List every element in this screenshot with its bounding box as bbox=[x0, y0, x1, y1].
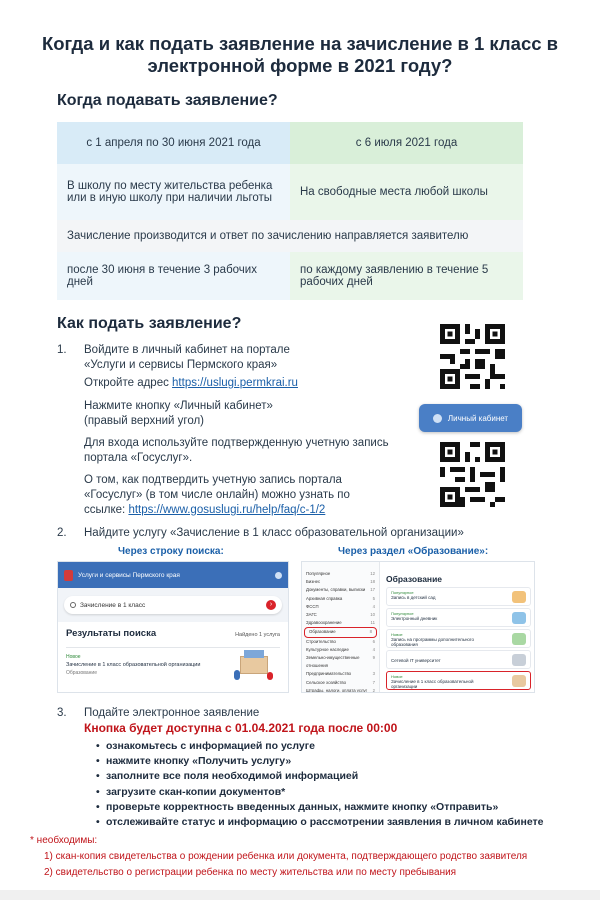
step1-number: 1. bbox=[57, 344, 67, 356]
illustration-icon bbox=[512, 633, 526, 645]
open-prefix: Откройте адрес bbox=[84, 377, 173, 389]
gosuslugi-link[interactable]: https://www.gosuslugi.ru/help/faq/c-1/2 bbox=[128, 504, 326, 516]
results-title: Результаты поиска bbox=[66, 628, 157, 639]
row3-col1: после 30 июня в течение 3 рабочих дней bbox=[57, 252, 290, 300]
illustration-icon bbox=[512, 591, 526, 603]
footnote-head: * необходимы: bbox=[30, 835, 98, 846]
category-menu-item[interactable] bbox=[302, 578, 379, 586]
card-tag: Популярное bbox=[391, 611, 414, 616]
table-full-row: Зачисление производится и ответ по зачислению направляется заявителю bbox=[57, 220, 523, 252]
menu-count: 17 bbox=[370, 587, 375, 593]
user-icon bbox=[433, 414, 442, 423]
service-cards bbox=[386, 587, 531, 692]
card-text: Зачисление в 1 класс образовательной организации bbox=[391, 679, 474, 689]
menu-label: Популярное bbox=[306, 571, 331, 576]
search-icon bbox=[70, 602, 76, 608]
step1-open bbox=[84, 376, 384, 391]
category-menu-item[interactable] bbox=[302, 670, 379, 678]
card-text: Запись на программы дополнительного образования bbox=[391, 637, 474, 647]
menu-count: 7 bbox=[372, 679, 375, 685]
portal-link[interactable]: https://uslugi.permkrai.ru bbox=[172, 377, 298, 389]
step3-number: 3. bbox=[57, 707, 67, 719]
menu-count: 4 bbox=[372, 646, 375, 652]
arrow-right-icon[interactable]: › bbox=[266, 600, 276, 610]
card-text: Запись в детский сад bbox=[391, 595, 436, 600]
category-menu-item[interactable] bbox=[302, 586, 379, 594]
menu-count: 2 bbox=[372, 687, 375, 693]
category-menu-item[interactable] bbox=[302, 595, 379, 603]
list-item: • загрузите скан-копии документов* bbox=[96, 785, 544, 800]
category-menu-item[interactable] bbox=[302, 687, 379, 693]
category-menu-item[interactable] bbox=[304, 627, 377, 637]
menu-count: 8 bbox=[369, 629, 372, 635]
menu-label: Культурное наследие bbox=[306, 646, 349, 652]
menu-label: Документы, справки, выписки bbox=[306, 587, 366, 593]
card-tag: Популярное bbox=[391, 590, 414, 595]
footnote-item-2: 2) свидетельство о регистрации ребенка по месту жительства или по месту пребывания bbox=[44, 867, 457, 878]
menu-label: Земельно-имущественные отношения bbox=[306, 655, 360, 669]
menu-label: Сельское хозяйство bbox=[306, 679, 347, 685]
personal-cabinet-button[interactable] bbox=[419, 404, 522, 432]
section-how-heading: Как подать заявление? bbox=[57, 315, 242, 332]
service-card[interactable] bbox=[386, 629, 531, 648]
menu-count: 6 bbox=[372, 638, 375, 644]
menu-label: Здравоохранение bbox=[306, 620, 342, 626]
menu-count: 9 bbox=[372, 655, 375, 661]
list-item: • ознакомьтесь с информацией по услуге bbox=[96, 739, 544, 754]
menu-count: 18 bbox=[370, 579, 375, 585]
sub-left-heading: Через строку поиска: bbox=[118, 546, 224, 557]
row1-col2: На свободные места любой школы bbox=[290, 164, 523, 220]
col2-header: с 6 июля 2021 года bbox=[290, 122, 523, 164]
category-menu-item[interactable] bbox=[302, 603, 379, 611]
menu-label: Предпринимательство bbox=[306, 671, 352, 677]
menu-label: Строительство bbox=[306, 638, 336, 644]
step1-line1: Войдите в личный кабинет на портале «Услуги и сервисы Пермского края» bbox=[84, 344, 290, 371]
sub-right-heading: Через раздел «Образование»: bbox=[338, 546, 489, 557]
row1-col1: В школу по месту жительства ребенка или в иную школу при наличии льготы bbox=[57, 164, 290, 220]
list-item: • нажмите кнопку «Получить услугу» bbox=[96, 754, 544, 769]
portal-header-title: Услуги и сервисы Пермского края bbox=[78, 571, 180, 579]
search-value: Зачисление в 1 класс bbox=[80, 601, 146, 609]
category-menu-item[interactable] bbox=[302, 619, 379, 627]
page-bottom-edge bbox=[0, 890, 600, 900]
page-title: Когда и как подать заявление на зачисление в 1 класс в электронной форме в 2021 году? bbox=[41, 33, 559, 76]
user-icon bbox=[275, 572, 282, 579]
education-screenshot bbox=[301, 561, 535, 693]
school-illustration-icon bbox=[234, 650, 274, 680]
result-category: Образование bbox=[66, 670, 97, 676]
search-screenshot bbox=[57, 561, 289, 693]
card-tag: Новое bbox=[391, 632, 403, 637]
menu-count: 12 bbox=[370, 571, 375, 576]
section-when-heading: Когда подавать заявление? bbox=[57, 92, 278, 109]
menu-count: 5 bbox=[372, 595, 375, 601]
col1-header: с 1 апреля по 30 июня 2021 года bbox=[57, 122, 290, 164]
card-text: Электронный дневник bbox=[391, 616, 438, 621]
service-card[interactable] bbox=[386, 650, 531, 669]
personal-cabinet-label: Личный кабинет bbox=[447, 413, 509, 423]
education-title: Образование bbox=[386, 574, 443, 584]
menu-label: Бизнес bbox=[306, 579, 321, 585]
category-menu-item[interactable] bbox=[302, 654, 379, 670]
card-text: Сетевой IT университет bbox=[391, 658, 441, 663]
step1-confirm bbox=[84, 473, 384, 518]
service-card[interactable] bbox=[386, 608, 531, 627]
step1-press: Нажмите кнопку «Личный кабинет» (правый верхний угол) bbox=[84, 400, 273, 427]
step2-number: 2. bbox=[57, 527, 67, 539]
list-item: • заполните все поля необходимой информацией bbox=[96, 769, 544, 784]
result-tag: Новое bbox=[66, 654, 81, 660]
category-menu-item[interactable] bbox=[302, 638, 379, 646]
category-menu-item[interactable] bbox=[302, 646, 379, 654]
service-card[interactable] bbox=[386, 587, 531, 606]
row3-col2: по каждому заявлению в течение 5 рабочих дней bbox=[290, 252, 523, 300]
confirm-text: О том, как подтвердить учетную запись портала «Госуслуг» (в том числе онлайн) можно узнать по ссылке: bbox=[84, 474, 350, 516]
deadline-text: Кнопка будет доступна с 01.04.2021 года после 00:00 bbox=[84, 721, 398, 735]
service-card[interactable] bbox=[386, 671, 531, 690]
menu-count: 4 bbox=[372, 603, 375, 609]
results-count: Найдено 1 услуга bbox=[235, 632, 280, 638]
qr-code-icon bbox=[440, 324, 505, 389]
illustration-icon bbox=[512, 612, 526, 624]
search-input[interactable] bbox=[64, 596, 282, 614]
menu-count: 10 bbox=[370, 612, 375, 618]
illustration-icon bbox=[512, 675, 526, 687]
footnote-item-1: 1) скан-копия свидетельства о рождении ребенка или документа, подтверждающего родство заявителя bbox=[44, 851, 528, 862]
menu-count: 3 bbox=[372, 671, 375, 677]
step3-list bbox=[96, 739, 544, 830]
category-menu-item[interactable] bbox=[302, 679, 379, 687]
qr-code-icon bbox=[440, 442, 505, 507]
result-text: Зачисление в 1 класс образовательной организации bbox=[66, 662, 201, 668]
step3-line1: Подайте электронное заявление bbox=[84, 707, 260, 719]
step2-text: Найдите услугу «Зачисление в 1 класс образовательной организации» bbox=[84, 527, 464, 539]
menu-label: Образование bbox=[309, 629, 336, 635]
category-menu-item[interactable] bbox=[302, 570, 379, 578]
logo-icon bbox=[64, 570, 73, 581]
list-item: • отслеживайте статус и информацию о рассмотрении заявления в личном кабинете bbox=[96, 815, 544, 830]
category-menu-item[interactable] bbox=[302, 611, 379, 619]
list-item: • проверьте корректность введенных данных, нажмите кнопку «Отправить» bbox=[96, 800, 544, 815]
step1-login: Для входа используйте подтвержденную учетную запись портала «Госуслуг». bbox=[84, 437, 389, 464]
category-menu bbox=[302, 562, 380, 693]
schedule-table bbox=[57, 122, 523, 300]
menu-label: ФССП bbox=[306, 603, 319, 609]
card-tag: Новое bbox=[391, 674, 403, 679]
result-item[interactable] bbox=[66, 647, 280, 687]
portal-header bbox=[58, 562, 288, 588]
menu-label: Архивная справка bbox=[306, 595, 343, 601]
menu-count: 11 bbox=[370, 620, 375, 626]
illustration-icon bbox=[512, 654, 526, 666]
menu-label: ЗАГС bbox=[306, 612, 317, 618]
menu-label: Штрафы, налоги, оплата услуг bbox=[306, 687, 368, 693]
